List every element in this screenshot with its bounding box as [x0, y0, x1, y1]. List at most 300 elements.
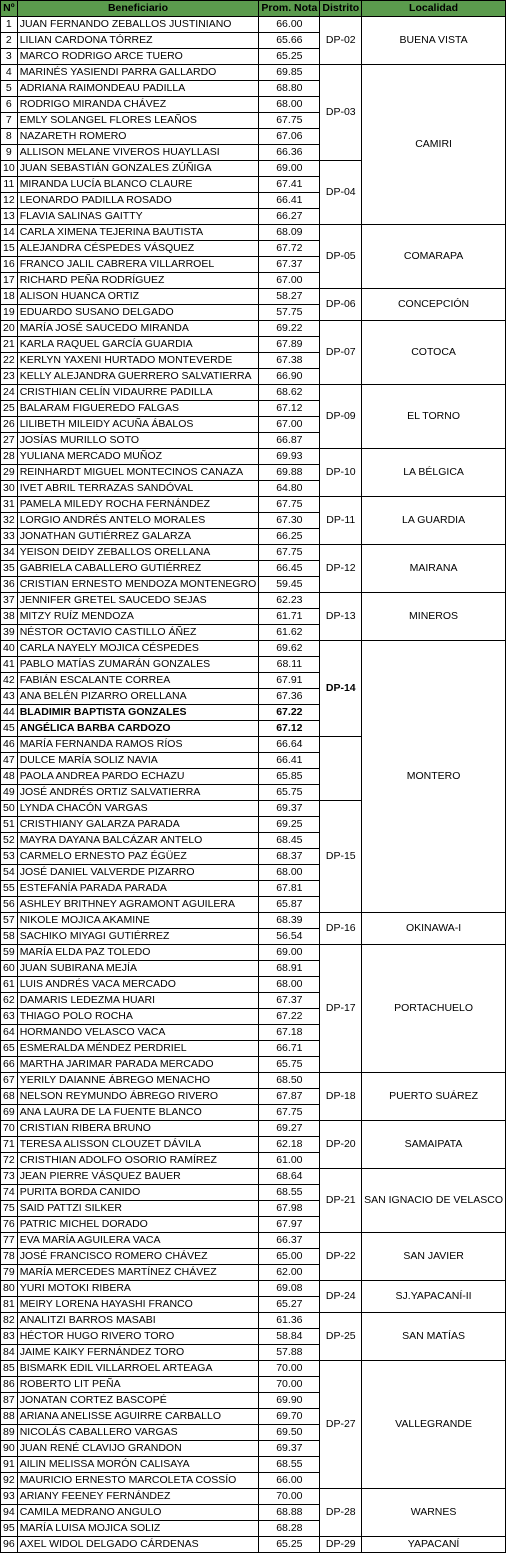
row-number: 49 [1, 785, 18, 801]
score: 70.00 [259, 1489, 320, 1505]
locality-cell: WARNES [362, 1489, 506, 1537]
row-number: 13 [1, 209, 18, 225]
row-number: 20 [1, 321, 18, 337]
locality-cell: PUERTO SUÁREZ [362, 1073, 506, 1121]
beneficiary-name: CRISTIAN RIBERA BRUNO [17, 1121, 259, 1137]
score: 66.41 [259, 753, 320, 769]
beneficiary-name: ALEJANDRA CÉSPEDES VÁSQUEZ [17, 241, 259, 257]
row-number: 77 [1, 1233, 18, 1249]
beneficiary-name: LYNDA CHACÓN VARGAS [17, 801, 259, 817]
score: 59.45 [259, 577, 320, 593]
district-cell: DP-20 [320, 1121, 362, 1169]
beneficiary-name: YEISON DEIDY ZEBALLOS ORELLANA [17, 545, 259, 561]
district-cell: DP-27 [320, 1361, 362, 1489]
beneficiary-name: LORGIO ANDRÉS ANTELO MORALES [17, 513, 259, 529]
score: 67.06 [259, 129, 320, 145]
beneficiary-name: JOSÉ DANIEL VALVERDE PIZARRO [17, 865, 259, 881]
score: 68.28 [259, 1521, 320, 1537]
row-number: 29 [1, 465, 18, 481]
district-cell: DP-21 [320, 1169, 362, 1233]
score: 68.55 [259, 1185, 320, 1201]
score: 66.25 [259, 529, 320, 545]
beneficiary-name: CRISTHIAN ADOLFO OSORIO RAMÍREZ [17, 1153, 259, 1169]
beneficiary-name: IVET ABRIL TERRAZAS SANDÓVAL [17, 481, 259, 497]
beneficiary-name: RICHARD PEÑA RODRÍGUEZ [17, 273, 259, 289]
row-number: 17 [1, 273, 18, 289]
row-number: 68 [1, 1089, 18, 1105]
row-number: 84 [1, 1345, 18, 1361]
row-number: 8 [1, 129, 18, 145]
score: 66.41 [259, 193, 320, 209]
locality-cell: CONCEPCIÓN [362, 289, 506, 321]
row-number: 12 [1, 193, 18, 209]
row-number: 69 [1, 1105, 18, 1121]
beneficiary-name: AILIN MELISSA MORÓN CALISAYA [17, 1457, 259, 1473]
row-number: 3 [1, 49, 18, 65]
beneficiary-name: MEIRY LORENA HAYASHI FRANCO [17, 1297, 259, 1313]
header-score: Prom. Nota [259, 1, 320, 17]
beneficiary-name: BISMARK EDIL VILLARROEL ARTEAGA [17, 1361, 259, 1377]
score: 68.50 [259, 1073, 320, 1089]
row-number: 44 [1, 705, 18, 721]
score: 67.87 [259, 1089, 320, 1105]
row-number: 47 [1, 753, 18, 769]
row-number: 62 [1, 993, 18, 1009]
score: 64.80 [259, 481, 320, 497]
row-number: 74 [1, 1185, 18, 1201]
score: 69.00 [259, 161, 320, 177]
score: 67.36 [259, 689, 320, 705]
locality-cell: MONTERO [362, 641, 506, 913]
locality-cell: EL TORNO [362, 385, 506, 449]
table-row [1, 289, 506, 305]
row-number: 54 [1, 865, 18, 881]
score: 61.71 [259, 609, 320, 625]
beneficiary-name: SACHIKO MIYAGI GUTIÉRREZ [17, 929, 259, 945]
table-row [1, 1537, 506, 1553]
beneficiary-name: EMLY SOLANGEL FLORES LEAÑOS [17, 113, 259, 129]
score: 61.62 [259, 625, 320, 641]
row-number: 52 [1, 833, 18, 849]
row-number: 55 [1, 881, 18, 897]
score: 68.88 [259, 1505, 320, 1521]
beneficiary-name: PATRIC MICHEL DORADO [17, 1217, 259, 1233]
row-number: 6 [1, 97, 18, 113]
score: 67.75 [259, 113, 320, 129]
score: 69.37 [259, 801, 320, 817]
district-cell: DP-03 [320, 65, 362, 161]
table-row [1, 1361, 506, 1377]
beneficiary-name: ANGÉLICA BARBA CARDOZO [17, 721, 259, 737]
row-number: 43 [1, 689, 18, 705]
row-number: 73 [1, 1169, 18, 1185]
district-cell: DP-24 [320, 1281, 362, 1313]
score: 66.00 [259, 1473, 320, 1489]
score: 67.37 [259, 257, 320, 273]
score: 67.22 [259, 705, 320, 721]
beneficiary-name: JUAN SUBIRANA MEJÍA [17, 961, 259, 977]
row-number: 26 [1, 417, 18, 433]
row-number: 19 [1, 305, 18, 321]
row-number: 50 [1, 801, 18, 817]
table-row [1, 1233, 506, 1249]
row-number: 15 [1, 241, 18, 257]
score: 69.37 [259, 1441, 320, 1457]
row-number: 63 [1, 1009, 18, 1025]
beneficiary-name: ASHLEY BRITHNEY AGRAMONT AGUILERA [17, 897, 259, 913]
table-body [1, 17, 506, 1553]
district-cell: DP-15 [320, 801, 362, 913]
score: 56.54 [259, 929, 320, 945]
score: 68.91 [259, 961, 320, 977]
row-number: 7 [1, 113, 18, 129]
score: 66.37 [259, 1233, 320, 1249]
district-cell: DP-29 [320, 1537, 362, 1553]
beneficiary-name: NAZARETH ROMERO [17, 129, 259, 145]
table-row [1, 1073, 506, 1089]
score: 65.25 [259, 1537, 320, 1553]
locality-cell: CAMIRI [362, 65, 506, 225]
row-number: 96 [1, 1537, 18, 1553]
beneficiary-name: CARLA XIMENA TEJERINA BAUTISTA [17, 225, 259, 241]
row-number: 18 [1, 289, 18, 305]
locality-cell: SAMAIPATA [362, 1121, 506, 1169]
score: 69.62 [259, 641, 320, 657]
score: 66.71 [259, 1041, 320, 1057]
score: 66.64 [259, 737, 320, 753]
row-number: 78 [1, 1249, 18, 1265]
beneficiary-name: LEONARDO PADILLA ROSADO [17, 193, 259, 209]
score: 67.00 [259, 417, 320, 433]
score: 67.75 [259, 1105, 320, 1121]
row-number: 87 [1, 1393, 18, 1409]
row-number: 9 [1, 145, 18, 161]
locality-cell: LA GUARDIA [362, 497, 506, 545]
header-name: Beneficiario [17, 1, 259, 17]
score: 65.75 [259, 785, 320, 801]
beneficiary-name: MITZY RUÍZ MENDOZA [17, 609, 259, 625]
row-number: 42 [1, 673, 18, 689]
row-number: 22 [1, 353, 18, 369]
table-row [1, 1313, 506, 1329]
beneficiary-name: MARÍA LUISA MOJICA SOLIZ [17, 1521, 259, 1537]
score: 66.27 [259, 209, 320, 225]
score: 67.98 [259, 1201, 320, 1217]
row-number: 89 [1, 1425, 18, 1441]
beneficiary-name: LILIBETH MILEIDY ACUÑA ÁBALOS [17, 417, 259, 433]
beneficiary-name: EVA MARÍA AGUILERA VACA [17, 1233, 259, 1249]
beneficiary-name: CAMILA MEDRANO ANGULO [17, 1505, 259, 1521]
row-number: 38 [1, 609, 18, 625]
beneficiary-name: JOSÍAS MURILLO SOTO [17, 433, 259, 449]
beneficiary-name: KELLY ALEJANDRA GUERRERO SALVATIERRA [17, 369, 259, 385]
row-number: 5 [1, 81, 18, 97]
locality-cell: MAIRANA [362, 545, 506, 593]
row-number: 57 [1, 913, 18, 929]
score: 67.81 [259, 881, 320, 897]
row-number: 90 [1, 1441, 18, 1457]
locality-cell: OKINAWA-I [362, 913, 506, 945]
row-number: 66 [1, 1057, 18, 1073]
district-cell [320, 737, 362, 801]
district-cell: DP-07 [320, 321, 362, 385]
beneficiary-name: FABIÁN ESCALANTE CORREA [17, 673, 259, 689]
header-locality: Localidad [362, 1, 506, 17]
score: 69.93 [259, 449, 320, 465]
beneficiary-name: CARMELO ERNESTO PAZ ÉGÜEZ [17, 849, 259, 865]
row-number: 24 [1, 385, 18, 401]
district-cell: DP-25 [320, 1313, 362, 1361]
score: 69.90 [259, 1393, 320, 1409]
row-number: 16 [1, 257, 18, 273]
score: 69.50 [259, 1425, 320, 1441]
beneficiary-name: JOSÉ ANDRÉS ORTIZ SALVATIERRA [17, 785, 259, 801]
district-cell: DP-22 [320, 1233, 362, 1281]
row-number: 40 [1, 641, 18, 657]
beneficiary-name: ANA BELÉN PIZARRO ORELLANA [17, 689, 259, 705]
row-number: 79 [1, 1265, 18, 1281]
score: 67.18 [259, 1025, 320, 1041]
district-cell: DP-17 [320, 945, 362, 1073]
row-number: 14 [1, 225, 18, 241]
score: 69.08 [259, 1281, 320, 1297]
row-number: 71 [1, 1137, 18, 1153]
beneficiary-name: PURITA BORDA CANIDO [17, 1185, 259, 1201]
score: 70.00 [259, 1361, 320, 1377]
beneficiary-name: ALISON HUANCA ORTIZ [17, 289, 259, 305]
beneficiary-name: ESTEFANÍA PARADA PARADA [17, 881, 259, 897]
row-number: 61 [1, 977, 18, 993]
score: 68.55 [259, 1457, 320, 1473]
score: 68.39 [259, 913, 320, 929]
score: 65.85 [259, 769, 320, 785]
row-number: 56 [1, 897, 18, 913]
row-number: 64 [1, 1025, 18, 1041]
table-row [1, 913, 506, 929]
row-number: 95 [1, 1521, 18, 1537]
locality-cell: SAN MATÍAS [362, 1313, 506, 1361]
row-number: 31 [1, 497, 18, 513]
table-row [1, 65, 506, 81]
beneficiary-name: RODRIGO MIRANDA CHÁVEZ [17, 97, 259, 113]
row-number: 33 [1, 529, 18, 545]
table-row [1, 385, 506, 401]
beneficiary-name: YURI MOTOKI RIBERA [17, 1281, 259, 1297]
score: 67.38 [259, 353, 320, 369]
header-row [1, 1, 506, 17]
table-row [1, 545, 506, 561]
score: 57.75 [259, 305, 320, 321]
row-number: 34 [1, 545, 18, 561]
row-number: 45 [1, 721, 18, 737]
score: 58.84 [259, 1329, 320, 1345]
score: 67.89 [259, 337, 320, 353]
table-row [1, 17, 506, 33]
row-number: 36 [1, 577, 18, 593]
beneficiary-name: ANALITZI BARROS MASABI [17, 1313, 259, 1329]
score: 65.87 [259, 897, 320, 913]
row-number: 83 [1, 1329, 18, 1345]
row-number: 46 [1, 737, 18, 753]
beneficiary-name: JEAN PIERRE VÁSQUEZ BAUER [17, 1169, 259, 1185]
row-number: 76 [1, 1217, 18, 1233]
row-number: 35 [1, 561, 18, 577]
district-cell: DP-11 [320, 497, 362, 545]
district-cell: DP-02 [320, 17, 362, 65]
score: 65.75 [259, 1057, 320, 1073]
beneficiary-name: MARÍA FERNANDA RAMOS RÍOS [17, 737, 259, 753]
score: 65.27 [259, 1297, 320, 1313]
score: 68.00 [259, 977, 320, 993]
score: 67.22 [259, 1009, 320, 1025]
score: 69.27 [259, 1121, 320, 1137]
beneficiary-name: NIKOLE MOJICA AKAMINE [17, 913, 259, 929]
score: 62.18 [259, 1137, 320, 1153]
score: 68.00 [259, 865, 320, 881]
beneficiary-name: CARLA NAYELY MOJICA CÉSPEDES [17, 641, 259, 657]
row-number: 58 [1, 929, 18, 945]
beneficiary-name: MAURICIO ERNESTO MARCOLETA COSSÍO [17, 1473, 259, 1489]
table-row [1, 641, 506, 657]
beneficiary-name: THIAGO POLO ROCHA [17, 1009, 259, 1025]
beneficiary-name: KERLYN YAXENI HURTADO MONTEVERDE [17, 353, 259, 369]
table-row [1, 1121, 506, 1137]
beneficiary-name: ARIANY FEENEY FERNÁNDEZ [17, 1489, 259, 1505]
score: 65.66 [259, 33, 320, 49]
beneficiary-name: MARÍA MERCEDES MARTÍNEZ CHÁVEZ [17, 1265, 259, 1281]
locality-cell: SAN JAVIER [362, 1233, 506, 1281]
score: 69.70 [259, 1409, 320, 1425]
beneficiary-name: ARIANA ANELISSE AGUIRRE CARBALLO [17, 1409, 259, 1425]
beneficiary-name: JUAN RENÉ CLAVIJO GRANDON [17, 1441, 259, 1457]
score: 67.91 [259, 673, 320, 689]
beneficiary-name: CRISTIAN ERNESTO MENDOZA MONTENEGRO [17, 577, 259, 593]
score: 57.88 [259, 1345, 320, 1361]
row-number: 75 [1, 1201, 18, 1217]
beneficiary-name: ALLISON MELANE VIVEROS HUAYLLASI [17, 145, 259, 161]
beneficiary-name: MARÍA ELDA PAZ TOLEDO [17, 945, 259, 961]
beneficiary-name: AXEL WIDOL DELGADO CÁRDENAS [17, 1537, 259, 1553]
beneficiary-name: MARINÉS YASIENDI PARRA GALLARDO [17, 65, 259, 81]
row-number: 51 [1, 817, 18, 833]
row-number: 60 [1, 961, 18, 977]
table-row [1, 449, 506, 465]
district-cell: DP-12 [320, 545, 362, 593]
score: 68.00 [259, 97, 320, 113]
row-number: 59 [1, 945, 18, 961]
beneficiary-name: PABLO MATÍAS ZUMARÁN GONZALES [17, 657, 259, 673]
beneficiary-name: ANA LAURA DE LA FUENTE BLANCO [17, 1105, 259, 1121]
table-row [1, 1169, 506, 1185]
score: 68.09 [259, 225, 320, 241]
row-number: 81 [1, 1297, 18, 1313]
row-number: 94 [1, 1505, 18, 1521]
row-number: 53 [1, 849, 18, 865]
score: 68.11 [259, 657, 320, 673]
beneficiary-name: GABRIELA CABALLERO GUTIÉRREZ [17, 561, 259, 577]
score: 61.00 [259, 1153, 320, 1169]
table-row [1, 321, 506, 337]
header-num: Nº [1, 1, 18, 17]
row-number: 85 [1, 1361, 18, 1377]
district-cell: DP-14 [320, 641, 362, 737]
score: 67.41 [259, 177, 320, 193]
locality-cell: LA BÉLGICA [362, 449, 506, 497]
score: 68.62 [259, 385, 320, 401]
beneficiary-name: MARTHA JARIMAR PARADA MERCADO [17, 1057, 259, 1073]
score: 65.00 [259, 1249, 320, 1265]
beneficiary-name: HÉCTOR HUGO RIVERO TORO [17, 1329, 259, 1345]
beneficiary-name: ESMERALDA MÉNDEZ PERDRIEL [17, 1041, 259, 1057]
beneficiary-name: JONATHAN GUTIÉRREZ GALARZA [17, 529, 259, 545]
table-row [1, 1489, 506, 1505]
header-district: Distrito [320, 1, 362, 17]
score: 67.75 [259, 497, 320, 513]
row-number: 72 [1, 1153, 18, 1169]
district-cell: DP-06 [320, 289, 362, 321]
table-row [1, 593, 506, 609]
row-number: 70 [1, 1121, 18, 1137]
score: 65.25 [259, 49, 320, 65]
score: 67.72 [259, 241, 320, 257]
table-row [1, 1281, 506, 1297]
beneficiary-name: MAYRA DAYANA BALCÁZAR ANTELO [17, 833, 259, 849]
beneficiary-name: YULIANA MERCADO MUÑOZ [17, 449, 259, 465]
row-number: 32 [1, 513, 18, 529]
score: 68.64 [259, 1169, 320, 1185]
district-cell: DP-18 [320, 1073, 362, 1121]
beneficiary-name: REINHARDT MIGUEL MONTECINOS CANAZA [17, 465, 259, 481]
locality-cell: VALLEGRANDE [362, 1361, 506, 1489]
beneficiary-name: JENNIFER GRETEL SAUCEDO SEJAS [17, 593, 259, 609]
score: 69.88 [259, 465, 320, 481]
row-number: 37 [1, 593, 18, 609]
beneficiary-name: NÉSTOR OCTAVIO CASTILLO ÁÑEZ [17, 625, 259, 641]
score: 66.36 [259, 145, 320, 161]
row-number: 4 [1, 65, 18, 81]
beneficiary-name: KARLA RAQUEL GARCÍA GUARDIA [17, 337, 259, 353]
score: 69.25 [259, 817, 320, 833]
beneficiary-name: EDUARDO SUSANO DELGADO [17, 305, 259, 321]
beneficiary-name: BLADIMIR BAPTISTA GONZALES [17, 705, 259, 721]
score: 67.00 [259, 273, 320, 289]
beneficiary-name: CRISTHIANY GALARZA PARADA [17, 817, 259, 833]
score: 67.37 [259, 993, 320, 1009]
score: 67.12 [259, 401, 320, 417]
beneficiary-name: JUAN SEBASTIÁN GONZALES ZÚÑIGA [17, 161, 259, 177]
beneficiary-name: JAIME KAIKY FERNÁNDEZ TORO [17, 1345, 259, 1361]
score: 62.23 [259, 593, 320, 609]
score: 66.87 [259, 433, 320, 449]
score: 66.90 [259, 369, 320, 385]
beneficiary-name: FLAVIA SALINAS GAITTY [17, 209, 259, 225]
table-row [1, 225, 506, 241]
row-number: 92 [1, 1473, 18, 1489]
row-number: 80 [1, 1281, 18, 1297]
score: 61.36 [259, 1313, 320, 1329]
beneficiary-name: YERILY DAIANNE ÁBREGO MENACHO [17, 1073, 259, 1089]
locality-cell: SAN IGNACIO DE VELASCO [362, 1169, 506, 1233]
score: 67.75 [259, 545, 320, 561]
beneficiary-name: LILIAN CARDONA TÓRREZ [17, 33, 259, 49]
locality-cell: SJ.YAPACANÍ-II [362, 1281, 506, 1313]
beneficiary-name: JONATAN CORTEZ BASCOPÉ [17, 1393, 259, 1409]
row-number: 67 [1, 1073, 18, 1089]
row-number: 23 [1, 369, 18, 385]
score: 58.27 [259, 289, 320, 305]
row-number: 10 [1, 161, 18, 177]
beneficiary-name: NELSON REYMUNDO ÁBREGO RIVERO [17, 1089, 259, 1105]
